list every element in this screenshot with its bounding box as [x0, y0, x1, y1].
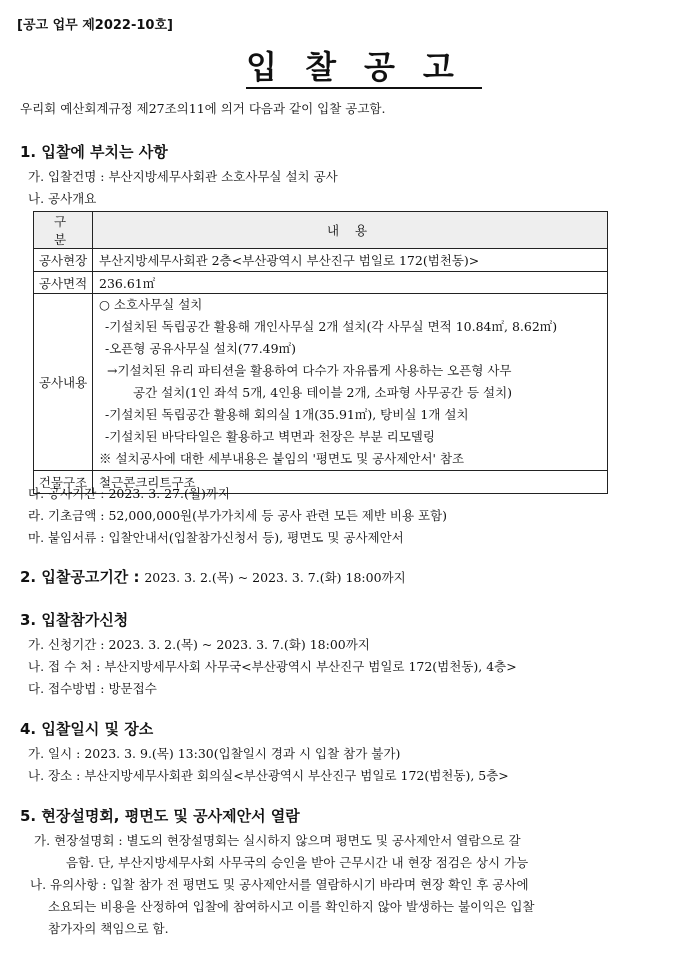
- section-1-heading: 1. 입찰에 부치는 사항: [20, 143, 168, 161]
- row-site-value: 부산지방세무사회관 2층<부산광역시 부산진구 범일로 172(범천동)>: [93, 249, 608, 272]
- row-content-value: [93, 294, 608, 471]
- table-row: [34, 294, 608, 471]
- content-line: -오픈형 공유사무실 설치(77.49㎡): [105, 341, 296, 356]
- row-content-label: 공사내용: [34, 294, 93, 471]
- content-line: ○ 소호사무실 설치: [99, 297, 203, 312]
- content-line: ※ 설치공사에 대한 세부내용은 붙임의 '평면도 및 공사제안서' 참조: [99, 451, 465, 466]
- notice-number: [공고 업무 제2022-10호]: [17, 18, 173, 33]
- content-line: -기설치된 바닥타일은 활용하고 벽면과 천장은 부분 리모델링: [105, 429, 435, 444]
- content-line: 공간 설치(1인 좌석 5개, 4인용 테이블 2개, 소파형 사무공간 등 설치): [133, 385, 513, 400]
- section-3-item-na: 나. 접 수 처 : 부산지방세무사회 사무국<부산광역시 부산진구 범일로 172(범천동), 4층>: [28, 659, 517, 674]
- table-header-content: 내 용: [93, 212, 608, 249]
- table-header-label: 구 분: [34, 212, 93, 249]
- section-5-item-na-line-2: 소요되는 비용을 산정하여 입찰에 참여하시고 이를 확인하지 않아 발생하는 불이익은 입찰: [48, 899, 535, 914]
- content-line: -기설치된 독립공간 활용해 회의실 1개(35.91㎡), 탕비실 1개 설치: [105, 407, 469, 422]
- section-5-heading: 5. 현장설명회, 평면도 및 공사제안서 열람: [20, 807, 300, 825]
- section-1-item-na: 나. 공사개요: [28, 191, 97, 206]
- construction-overview-table: [33, 211, 608, 494]
- section-3-item-da: 다. 접수방법 : 방문접수: [28, 681, 157, 696]
- section-3-item-ga: 가. 신청기간 : 2023. 3. 2.(목) ~ 2023. 3. 7.(화) 18:00까지: [28, 637, 370, 652]
- section-5-item-ga-line-2: 음함. 단, 부산지방세무사회 사무국의 승인을 받아 근무시간 내 현장 점검은 상시 가능: [66, 855, 529, 870]
- section-2-value: 2023. 3. 2.(목) ~ 2023. 3. 7.(화) 18:00까지: [144, 570, 406, 585]
- document-title-text: 입찰공고: [246, 48, 482, 89]
- document-title: [0, 42, 700, 88]
- row-area-value: 236.61㎡: [93, 272, 608, 294]
- section-2: [20, 566, 406, 587]
- table-row: [34, 272, 608, 294]
- section-5-item-na-line-3: 참가자의 책임으로 함.: [48, 921, 169, 936]
- section-4-heading: 4. 입찰일시 및 장소: [20, 720, 154, 738]
- section-5-item-ga-line-1: 가. 현장설명회 : 별도의 현장설명회는 실시하지 않으며 평면도 및 공사제안서 열람으로 갈: [34, 833, 521, 848]
- section-1-item-ma: 마. 붙임서류 : 입찰안내서(입찰참가신청서 등), 평면도 및 공사제안서: [28, 530, 404, 545]
- row-area-label: 공사면적: [34, 272, 93, 294]
- section-2-heading: 2. 입찰공고기간 :: [20, 568, 140, 586]
- section-5-item-na-line-1: 나. 유의사항 : 입찰 참가 전 평면도 및 공사제안서를 열람하시기 바라며 현장 확인 후 공사에: [30, 877, 529, 892]
- section-1-item-ga: 가. 입찰건명 : 부산지방세무사회관 소호사무실 설치 공사: [28, 169, 338, 184]
- section-4-item-na: 나. 장소 : 부산지방세무사회관 회의실<부산광역시 부산진구 범일로 172(범천동), 5층>: [28, 768, 509, 783]
- section-4-item-ga: 가. 일시 : 2023. 3. 9.(목) 13:30(입찰일시 경과 시 입찰 참가 불가): [28, 746, 401, 761]
- row-structure-value: 철근콘크리트구조: [93, 471, 608, 494]
- content-line: →기설치된 유리 파티션을 활용하여 다수가 자유롭게 사용하는 오픈형 사무: [107, 363, 512, 378]
- section-1-item-da: 다. 공사기간 : 2023. 3. 27.(월)까지: [28, 486, 230, 501]
- row-site-label: 공사현장: [34, 249, 93, 272]
- row-structure-label: 건물구조: [34, 471, 93, 494]
- table-row: [34, 249, 608, 272]
- content-line: -기설치된 독립공간 활용해 개인사무실 2개 설치(각 사무실 면적 10.84㎡, 8.62㎡): [105, 319, 558, 334]
- section-3-heading: 3. 입찰참가신청: [20, 611, 129, 629]
- intro-text: 우리회 예산회계규정 제27조의11에 의거 다음과 같이 입찰 공고함.: [20, 101, 386, 116]
- section-1-item-ra: 라. 기초금액 : 52,000,000원(부가가치세 등 공사 관련 모든 제반 비용 포함): [28, 508, 448, 523]
